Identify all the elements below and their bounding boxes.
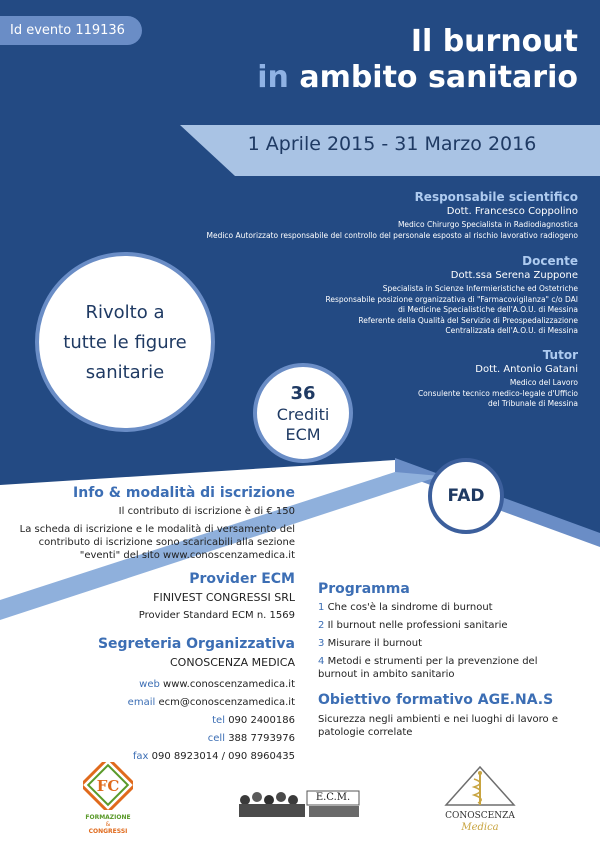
responsabile-section [206,190,578,241]
tutor-section [418,348,578,410]
info-title: Info & modalità di iscrizione [73,485,295,501]
info-line: contributo di iscrizione sono scaricabili alla sezione [38,537,295,548]
audience-line: Rivolto a [85,302,165,323]
event-id-badge: Id evento 119136 [0,16,142,45]
contact-value[interactable]: www.conoscenzamedica.it [163,679,295,690]
programma-title: Programma [318,581,410,597]
contact-value[interactable]: ecm@conoscenzamedica.it [158,697,295,708]
event-dates: 1 Aprile 2015 - 31 Marzo 2016 [247,133,537,155]
programma-num: 4 [318,656,325,667]
credits-circle [253,363,353,463]
programma-text: Che cos'è la sindrome di burnout [327,602,493,613]
fc-logo [78,762,138,835]
contact-label: tel [212,715,225,726]
audience-circle [35,252,215,432]
title-line-1: Il burnout [410,24,578,59]
caduceus-icon [440,765,520,807]
contact-email [98,694,295,712]
docente-line: Referente della Qualità del Servizio di Preospedalizzazione [358,315,578,325]
credits-label: Crediti [276,405,330,424]
contact-tel [98,712,295,730]
contact-label: web [139,679,160,690]
contact-cell [98,730,295,748]
tutor-title: Tutor [542,348,578,362]
programma-item [318,637,422,650]
docente-title: Docente [522,254,578,268]
programma-text: Metodi e strumenti per la prevenzione del [327,656,538,667]
provider-section [139,571,295,622]
info-fee: Il contributo di iscrizione è di € 150 [118,506,295,517]
programma-num: 2 [318,620,325,631]
obiettivo-line: patologie correlate [318,727,413,738]
programma-item [318,655,537,681]
title-rest: ambito sanitario [299,60,578,95]
contact-value: 090 2400186 [228,715,295,726]
docente-line: Responsabile posizione organizzativa di "Farmacovigilanza" c/o DAI [325,294,578,304]
credits-number: 36 [290,383,316,404]
programma-text: burnout in ambito sanitario [318,669,455,680]
contact-label: fax [132,751,149,762]
contact-label: cell [207,733,225,744]
segreteria-title: Segreteria Organizzativa [97,636,295,652]
cm-logo-name: CONOSCENZA [445,811,515,821]
obiettivo-text [318,713,558,739]
programma-item [318,619,508,632]
credits-label: ECM [285,425,321,444]
obiettivo-title: Obiettivo formativo AGE.NA.S [318,692,554,708]
responsabile-name: Dott. Francesco Coppolino [446,206,578,217]
responsabile-line: Medico Autorizzato responsabile del controllo del personale esposto al rischio lavorativo radiogeno [206,230,578,240]
fc-logo-letters: FC [96,777,120,795]
fad-circle [428,458,504,534]
programma-num: 3 [318,638,325,649]
fc-logo-label: CONGRESSI [88,828,128,835]
obiettivo-line: Sicurezza negli ambienti e nei luoghi di lavoro e [318,714,558,725]
tutor-line: Medico del Lavoro [509,378,578,387]
programma-num: 1 [318,602,325,613]
fad-label: FAD [447,486,485,506]
segreteria-company: CONOSCENZA MEDICA [170,656,295,669]
programma-item [318,601,493,614]
docente-section [325,254,578,337]
ecm-logo-text: E.C.M. [315,792,351,803]
tutor-name: Dott. Antonio Gatani [475,364,578,375]
programma-text: Misurare il burnout [327,638,423,649]
fc-logo-label: FORMAZIONE [85,814,131,821]
conoscenza-medica-logo [440,765,520,833]
ecm-logo [237,788,361,818]
provider-company: FINIVEST CONGRESSI SRL [153,591,295,604]
info-section [20,485,295,562]
audience-line: sanitarie [85,362,165,383]
segreteria-section [98,636,295,766]
responsabile-title: Responsabile scientifico [414,190,578,204]
audience-line: tutte le figure [63,332,187,353]
docente-line: di Medicine Specialistiche dell'A.O.U. di Messina [398,305,578,314]
contact-web [98,676,295,694]
contact-label: email [127,697,156,708]
docente-line: Specialista in Scienze Infermieristiche ed Ostetriche [382,284,578,293]
tutor-line: Consulente tecnico medico-legale d'Ufficio [417,388,578,398]
contact-value: 090 8923014 / 090 8960435 [151,751,295,762]
contact-value: 388 7793976 [228,733,295,744]
info-line: La scheda di iscrizione e le modalità di versamento del [19,524,295,535]
responsabile-line: Medico Chirurgo Specialista in Radiodiagnostica [397,220,578,229]
provider-standard: Provider Standard ECM n. 1569 [138,610,295,621]
tutor-line: del Tribunale di Messina [488,399,578,408]
info-line: "eventi" del sito www.conoscenzamedica.it [79,550,295,561]
fc-logo-label: & [105,821,111,828]
cm-logo-sub: Medica [461,822,499,833]
programma-text: Il burnout nelle professioni sanitarie [327,620,508,631]
title-accent-word: in [257,60,289,95]
provider-title: Provider ECM [189,571,295,587]
title-line-2 [257,60,578,96]
docente-line: Centralizzata dell'A.O.U. di Messina [445,326,578,335]
docente-name: Dott.ssa Serena Zuppone [450,270,578,281]
